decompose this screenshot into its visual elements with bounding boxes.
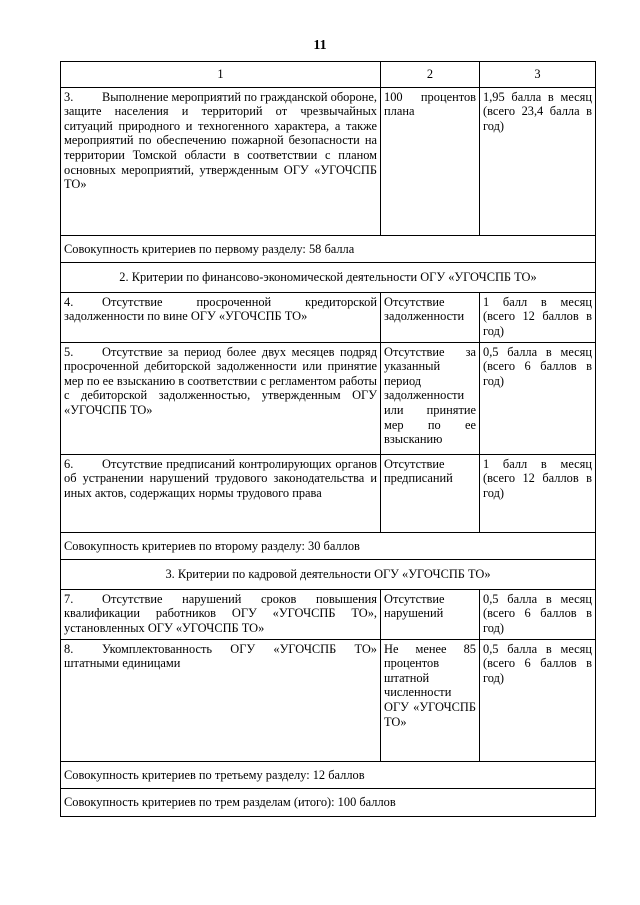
indicator-cell: 100 процентов плана: [381, 87, 480, 235]
table-row: [61, 292, 596, 342]
table-row: [61, 342, 596, 454]
summary-row: [61, 235, 596, 263]
header-col-1: 1: [61, 62, 381, 88]
criterion-text: Отсутствие предписаний контролирующих органов об устранении нарушений трудового законодательства и иных актов, содержащих нормы трудового права: [64, 456, 377, 500]
criterion-cell: [61, 589, 381, 639]
criterion-number: 4.: [64, 294, 74, 309]
criterion-cell: [61, 639, 381, 761]
section-3-title: 3. Критерии по кадровой деятельности ОГУ «УГОЧСПБ ТО»: [61, 560, 596, 590]
section-title-row: [61, 263, 596, 293]
criterion-number: 7.: [64, 591, 74, 606]
table-row: [61, 454, 596, 532]
criterion-cell: [61, 87, 381, 235]
table-row: [61, 87, 596, 235]
score-cell: 1 балл в месяц (всего 12 баллов в год): [480, 454, 596, 532]
page-number: 11: [313, 38, 327, 53]
section-title-row: [61, 560, 596, 590]
criterion-number: 5.: [64, 344, 74, 359]
header-col-3: 3: [480, 62, 596, 88]
score-cell: 0,5 балла в месяц (всего 6 баллов в год): [480, 639, 596, 761]
criterion-number: 8.: [64, 641, 74, 656]
indicator-cell: Не менее 85 процентов штатной численности ОГУ «УГОЧСПБ ТО»: [381, 639, 480, 761]
summary-total: Совокупность критериев по трем разделам (итого): 100 баллов: [61, 789, 596, 817]
score-cell: 1,95 балла в месяц (всего 23,4 балла в год): [480, 87, 596, 235]
criteria-table: [60, 61, 596, 817]
criterion-number: 6.: [64, 456, 74, 471]
criterion-text: Отсутствие за период более двух месяцев подряд просроченной дебиторской задолженности или принятие мер по ее взысканию в соответствии с регламентом работы с дебиторской задолженностью, утвержденным ОГУ «УГОЧСПБ ТО»: [64, 344, 377, 417]
summary-row: [61, 789, 596, 817]
indicator-cell: Отсутствие задолженности: [381, 292, 480, 342]
summary-section-2: Совокупность критериев по второму разделу: 30 баллов: [61, 532, 596, 560]
score-cell: 0,5 балла в месяц (всего 6 баллов в год): [480, 589, 596, 639]
summary-section-3: Совокупность критериев по третьему разделу: 12 баллов: [61, 761, 596, 789]
criterion-text: Отсутствие нарушений сроков повышения квалификации работников ОГУ «УГОЧСПБ ТО», установленных ОГУ «УГОЧСПБ ТО»: [64, 591, 377, 635]
table-row: [61, 639, 596, 761]
criterion-cell: [61, 292, 381, 342]
indicator-cell: Отсутствие за указанный период задолженности или принятие мер по ее взысканию: [381, 342, 480, 454]
criterion-cell: [61, 342, 381, 454]
table-header-row: [61, 62, 596, 88]
indicator-cell: Отсутствие нарушений: [381, 589, 480, 639]
summary-section-1: Совокупность критериев по первому разделу: 58 балла: [61, 235, 596, 263]
table-row: [61, 589, 596, 639]
section-2-title: 2. Критерии по финансово-экономической деятельности ОГУ «УГОЧСПБ ТО»: [61, 263, 596, 293]
criterion-text: Выполнение мероприятий по гражданской обороне, защите населения и территорий от чрезвычайных ситуаций природного и техногенного характера, а также мероприятий по обеспечению пожарной безопасности на территории Томской области в соответствии с планом основных мероприятий, утвержденным ОГУ «УГОЧСПБ ТО»: [64, 89, 377, 192]
indicator-cell: Отсутствие предписаний: [381, 454, 480, 532]
score-cell: 0,5 балла в месяц (всего 6 баллов в год): [480, 342, 596, 454]
criterion-text: Отсутствие просроченной кредиторской задолженности по вине ОГУ «УГОЧСПБ ТО»: [64, 294, 377, 324]
criterion-cell: [61, 454, 381, 532]
summary-row: [61, 761, 596, 789]
criterion-number: 3.: [64, 89, 74, 104]
score-cell: 1 балл в месяц (всего 12 баллов в год): [480, 292, 596, 342]
criterion-text: Укомплектованность ОГУ «УГОЧСПБ ТО» штатными единицами: [64, 641, 377, 671]
summary-row: [61, 532, 596, 560]
header-col-2: 2: [381, 62, 480, 88]
